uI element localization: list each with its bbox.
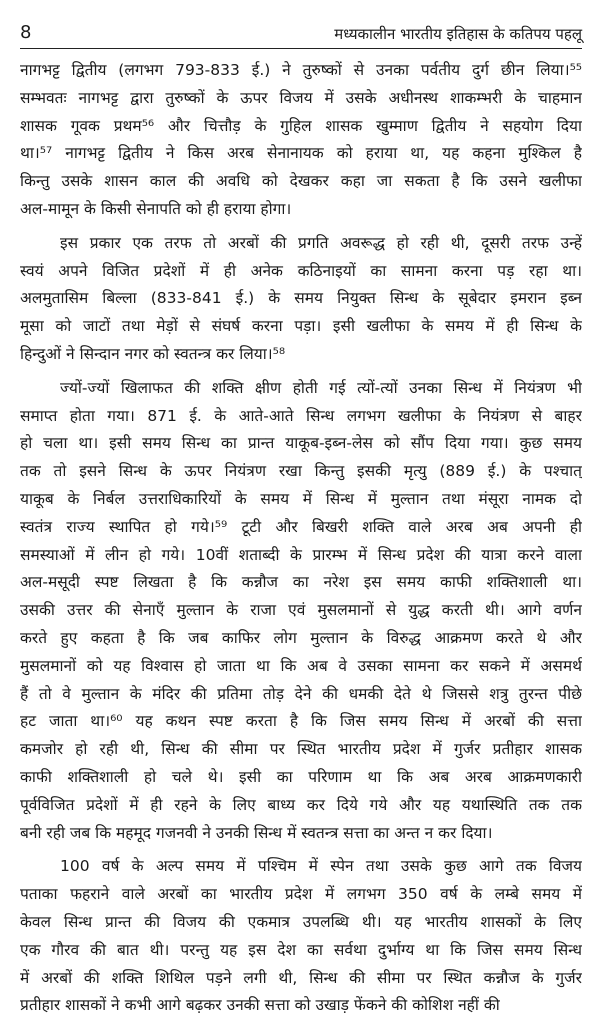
text-line: अलमुतासिम बिल्ला (833-841 ई.) के समय नियुक्त सिन्ध के सूबेदार इमरान इब्न — [20, 289, 582, 308]
text-line: किन्तु उसके शासन काल की अवधि को देखकर कहा जा सकता है कि उसने खलीफा — [20, 172, 582, 191]
text-line: काफी शक्तिशाली हो चले थे। इसी का परिणाम था कि अब अरब आक्रमणकारी — [20, 767, 582, 786]
text-line: ज्यों-ज्यों खिलाफत की शक्ति क्षीण होती गई त्यों-त्यों उनका सिन्ध में नियंत्रण भी — [60, 378, 582, 397]
paragraph — [20, 853, 582, 1020]
text-line: तक तो इसने सिन्ध के ऊपर नियंत्रण रखा किन्तु इसकी मृत्यु (889 ई.) के पश्चात् — [20, 462, 582, 481]
text-line: था।⁵⁷ नागभट्ट द्वितीय ने किस अरब सेनानायक को हराया था, यह कहना मुश्किल है — [20, 144, 582, 163]
text-line: हैं तो वे मुल्तान के मंदिर की प्रतिमा तोड़ देने की धमकी देते थे जिससे शत्रु तुरन्त पीछे — [20, 684, 582, 703]
text-line: केवल सिन्ध प्रान्त की विजय की एकमात्र उपलब्धि थी। यह भारतीय शासकों के लिए — [20, 912, 582, 931]
text-line: मूसा को जाटों तथा मेड़ों से संघर्ष करना पड़ा। इसी खलीफा के समय में ही सिन्ध के — [20, 317, 582, 336]
text-line: सम्भवतः नागभट्ट द्वारा तुरुष्कों के ऊपर विजय में उसके अधीनस्थ शाकम्भरी के चाहमान — [20, 88, 582, 107]
text-line: बनी रही जब कि महमूद गजनवी ने उनकी सिन्ध में स्वतन्त्र सत्ता का अन्त न कर दिया। — [20, 823, 493, 842]
text-line: याकूब के निर्बल उत्तराधिकारियों के समय में सिन्ध में मुल्तान तथा मंसूरा नामक दो — [20, 489, 582, 508]
paragraph — [20, 57, 582, 224]
text-line: स्वतंत्र राज्य स्थापित हो गये।⁵⁹ टूटी और बिखरी शक्ति वाले अरब अब अपनी ही — [20, 517, 582, 536]
text-line: समाप्त होता गया। 871 ई. के आते-आते सिन्ध लगभग खलीफा के नियंत्रण से बाहर — [20, 406, 582, 425]
text-line: शासक गूवक प्रथम⁵⁶ और चित्तौड़ के गुहिल शासक खुम्माण द्वितीय ने सहयोग दिया — [20, 116, 582, 135]
text-line: स्वयं अपने विजित प्रदेशों में ही अनेक कठिनाइयों का सामना करना पड़ रहा था। — [20, 261, 582, 280]
text-line: पूर्वविजित प्रदेशों में ही रहने के लिए बाध्य कर दिये गये और यह यथास्थिति तक तक — [20, 795, 582, 814]
text-line: में अरबों की शक्ति शिथिल पड़ने लगी थी, सिन्ध की सीमा पर स्थित कन्नौज के गुर्जर — [20, 968, 582, 987]
text-line: हो चला था। इसी समय सिन्ध का प्रान्त याकूब-इब्न-लेस को सौंप दिया गया। कुछ समय — [20, 434, 582, 453]
text-line: नागभट्ट द्वितीय (लगभग 793-833 ई.) ने तुरुष्कों से उनका पर्वतीय दुर्ग छीन लिया।⁵⁵ — [20, 61, 582, 79]
running-title: मध्यकालीन भारतीय इतिहास के कतिपय पहलू — [334, 25, 582, 43]
text-line: हिन्दुओं ने सिन्दान नगर को स्वतन्त्र कर लिया।⁵⁸ — [20, 344, 286, 363]
text-line: कमजोर हो रही थी, सिन्ध की सीमा पर स्थित भारतीय प्रदेश में गुर्जर प्रतीहार शासक — [20, 740, 582, 759]
text-line: हट जाता था।⁶⁰ यह कथन स्पष्ट करता है कि जिस समय सिन्ध में अरबों की सत्ता — [20, 712, 582, 731]
text-line: मुसलमानों को यह विश्वास हो जाता था कि अब वे उसका सामना कर सकने में असमर्थ — [20, 656, 582, 675]
text-line: इस प्रकार एक तरफ तो अरबों की प्रगति अवरूद्ध हो रही थी, दूसरी तरफ उन्हें — [60, 233, 582, 252]
text-line: समस्याओं में लीन हो गये। 10वीं शताब्दी के प्रारम्भ में सिन्ध प्रदेश की यात्रा करने वाला — [20, 545, 582, 564]
text-line: अल-मसूदी स्पष्ट लिखता है कि कन्नौज का नरेश इस समय काफी शक्तिशाली था। — [20, 573, 582, 592]
text-line: प्रतीहार शासकों ने कभी आगे बढ़कर उनकी सत्ता को उखाड़ फेंकने की कोशिश नहीं की — [20, 996, 500, 1015]
paragraph — [20, 375, 582, 848]
page-header — [20, 18, 582, 49]
text-line: 100 वर्ष के अल्प समय में पश्चिम में स्पेन तथा उसके कुछ आगे तक विजय — [60, 857, 582, 876]
text-line: करते हुए कहता है कि जब काफिर लोग मुल्तान के विरुद्ध आक्रमण करते थे और — [20, 628, 582, 647]
text-line: पताका फहराने वाले अरबों का भारतीय प्रदेश में लगभग 350 वर्ष के लम्बे समय में — [20, 885, 582, 904]
text-line: उसकी उत्तर की सेनाएँ मुल्तान के राजा एवं मुसलमानों से युद्ध करती थी। आगे वर्णन — [20, 601, 582, 620]
page-number: 8 — [20, 22, 32, 43]
text-line: अल-मामून के किसी सेनापति को ही हराया होगा। — [20, 199, 292, 218]
body-text — [20, 57, 582, 1026]
text-line: एक गौरव की बात थी। परन्तु यह इस देश का सर्वथा दुर्भाग्य था कि जिस समय सिन्ध — [20, 940, 582, 959]
paragraph — [20, 230, 582, 369]
